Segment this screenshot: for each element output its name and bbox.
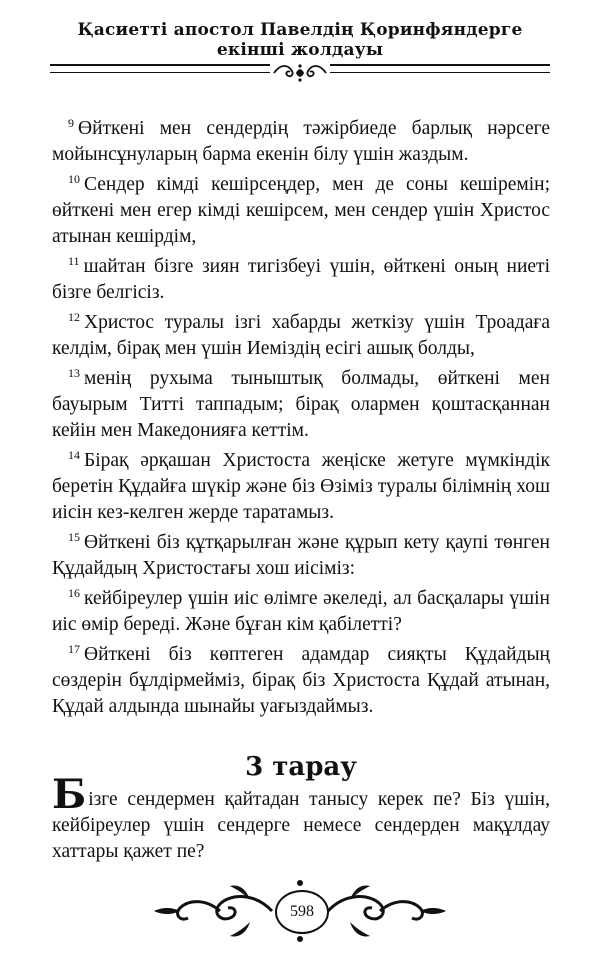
verse-17 bbox=[52, 642, 550, 720]
verse-number: 9 bbox=[68, 116, 74, 130]
verse-text: Өйткені мен сендердің тәжірбиеде барлық нәрсеге мойынсұнуларың барма екенін білу үшін жаздым. bbox=[52, 118, 550, 165]
verse-text: кейбіреулер үшін иіс өлімге әкеледі, ал басқалары үшін иіс өмір береді. Және бұған кім қабілетті? bbox=[52, 588, 550, 635]
header-ornament-icon bbox=[270, 62, 330, 84]
verse-16 bbox=[52, 586, 550, 638]
page-footer bbox=[150, 878, 450, 944]
verse-10 bbox=[52, 172, 550, 250]
verse-text: Өйткені біз құтқарылған және құрып кету қаупі төнген Құдайдың Христостағы хош иісіміз: bbox=[52, 532, 550, 579]
verse-15 bbox=[52, 530, 550, 582]
verse-text: Өйткені біз көптеген адамдар сияқты Құдайдың сөздерін бұлдірмейміз, бірақ біз Христоста Құдай атынан, Құдай алдында шынайы уағыздаймыз. bbox=[52, 644, 550, 717]
chapter-first-paragraph bbox=[52, 771, 550, 865]
drop-cap: Б bbox=[52, 771, 87, 818]
verse-number: 17 bbox=[68, 642, 80, 656]
verse-number: 15 bbox=[68, 530, 80, 544]
header-title-line2: екінші жолдауы bbox=[216, 40, 384, 60]
header-title-line1: Қасиетті апостол Павелдің Қоринфяндерге bbox=[77, 20, 523, 40]
verse-text: шайтан бізге зиян тигізбеуі үшін, өйткені оның ниеті бізге белгісіз. bbox=[52, 256, 550, 303]
verse-number: 11 bbox=[68, 254, 80, 268]
verse-11 bbox=[52, 254, 550, 306]
running-header bbox=[60, 20, 540, 60]
verse-13 bbox=[52, 366, 550, 444]
verse-number: 13 bbox=[68, 366, 80, 380]
page-number: 598 bbox=[275, 890, 329, 934]
verse-text: Сендер кімді кешірсеңдер, мен де соны кешіремін; өйткені мен егер кімді кешірсем, мен сендер үшін Христос атынан кешірдім, bbox=[52, 174, 550, 247]
chapter-heading: 3 тарау bbox=[245, 752, 357, 782]
page-body bbox=[52, 116, 550, 865]
verse-number: 12 bbox=[68, 310, 80, 324]
verse-12 bbox=[52, 310, 550, 362]
verse-text: Христос туралы ізгі хабарды жеткізу үшін Троадаға келдім, бірақ мен үшін Иеміздің есігі ашық болды, bbox=[52, 312, 550, 359]
verse-number: 16 bbox=[68, 586, 80, 600]
verse-14 bbox=[52, 448, 550, 526]
verse-number: 10 bbox=[68, 172, 80, 186]
chapter-text: ізге сендермен қайтадан танысу керек пе? Біз үшін, кейбіреулер үшін сендерге немесе сендерден мақұлдау хаттары қажет пе? bbox=[52, 789, 550, 862]
verse-number: 14 bbox=[68, 448, 80, 462]
verse-text: менің рухыма тыныштық болмады, өйткені мен бауырым Титті таппадым; бірақ олармен қоштасқаннан кейін мен Македонияға кеттім. bbox=[52, 368, 550, 441]
verse-9 bbox=[52, 116, 550, 168]
verse-text: Бірақ әрқашан Христоста жеңіске жетуге мүмкіндік беретін Құдайға шүкір және біз Өзіміз туралы білімнің хош иісін кез-келген жерде таратамыз. bbox=[52, 450, 550, 523]
